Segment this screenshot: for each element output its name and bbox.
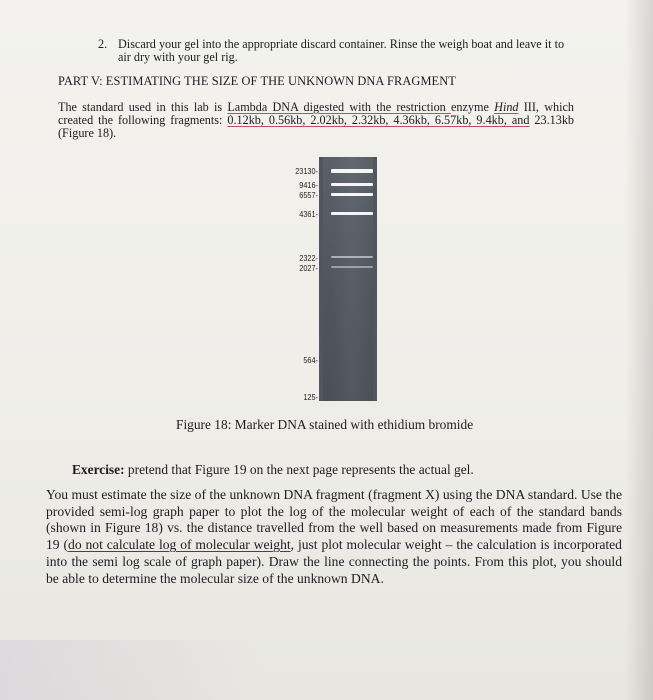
step-number: 2.	[98, 37, 108, 51]
intro-underline-1: Lambda DNA digested with the restriction	[227, 100, 451, 114]
page-edge-shadow	[625, 0, 653, 700]
marker-label: 9416 -	[270, 180, 318, 190]
marker-label: 2027 -	[270, 263, 318, 273]
dna-band	[331, 193, 373, 196]
exercise-label: Exercise:	[72, 462, 125, 477]
marker-label: 23130 -	[270, 166, 318, 176]
fragment-list: 0.12kb, 0.56kb, 2.02kb, 2.32kb, 4.36kb, 6.57kb, 9.4kb, and	[227, 113, 530, 127]
dna-band	[331, 256, 373, 258]
gel-lane	[323, 157, 373, 401]
marker-label: 125 -	[270, 392, 318, 402]
dna-band	[331, 183, 373, 186]
enzyme-name: Hind	[494, 100, 519, 114]
marker-label: 6557 -	[270, 190, 318, 200]
figure-caption: Figure 18: Marker DNA stained with ethidium bromide	[176, 417, 474, 432]
step-text: Discard your gel into the appropriate discard container. Rinse the weigh boat and leave it to air dry with your gel rig.	[118, 37, 565, 64]
ink-bleed-through	[0, 640, 260, 700]
section-heading: PART V: ESTIMATING THE SIZE OF THE UNKNOWN DNA FRAGMENT	[58, 74, 456, 88]
instructions-underline: do not calculate log of molecular weight	[68, 537, 291, 553]
instructions-text-1: You must estimate the size of the unknown DNA fragment (fragment X) using the DNA standard. Use the provided semi-log graph paper to plot the log of the molecular weight of each of the standard bands (shown in Figure 18) vs. the distance travelled from the well based on measurements made from Figure 19 (	[46, 487, 622, 553]
gel-image	[319, 157, 377, 401]
dna-band	[331, 212, 373, 215]
instructions-text-2: , just plot molecular weight – the calculation is incorporated into the semi log scale of graph paper). Draw the line connecting the points. From this plot, you should be able to determine the molecular size of the unknown DNA.	[46, 537, 622, 586]
marker-label: 4361 -	[270, 209, 318, 219]
intro-text-2: enzyme	[451, 100, 495, 114]
exercise-line	[72, 462, 474, 478]
intro-text-1: The standard used in this lab is	[58, 100, 228, 114]
exercise-text: pretend that Figure 19 on the next page represents the actual gel.	[124, 462, 474, 477]
marker-label: 564 -	[270, 355, 318, 365]
intro-text-4: 23.13kb (Figure 18).	[58, 113, 575, 140]
intro-paragraph	[58, 101, 574, 140]
dna-band	[331, 266, 373, 268]
dna-band	[331, 169, 373, 173]
intro-text-3: III, which created the following fragments:	[58, 100, 574, 127]
marker-label: 2322 -	[270, 253, 318, 263]
instructions-paragraph	[46, 487, 622, 587]
